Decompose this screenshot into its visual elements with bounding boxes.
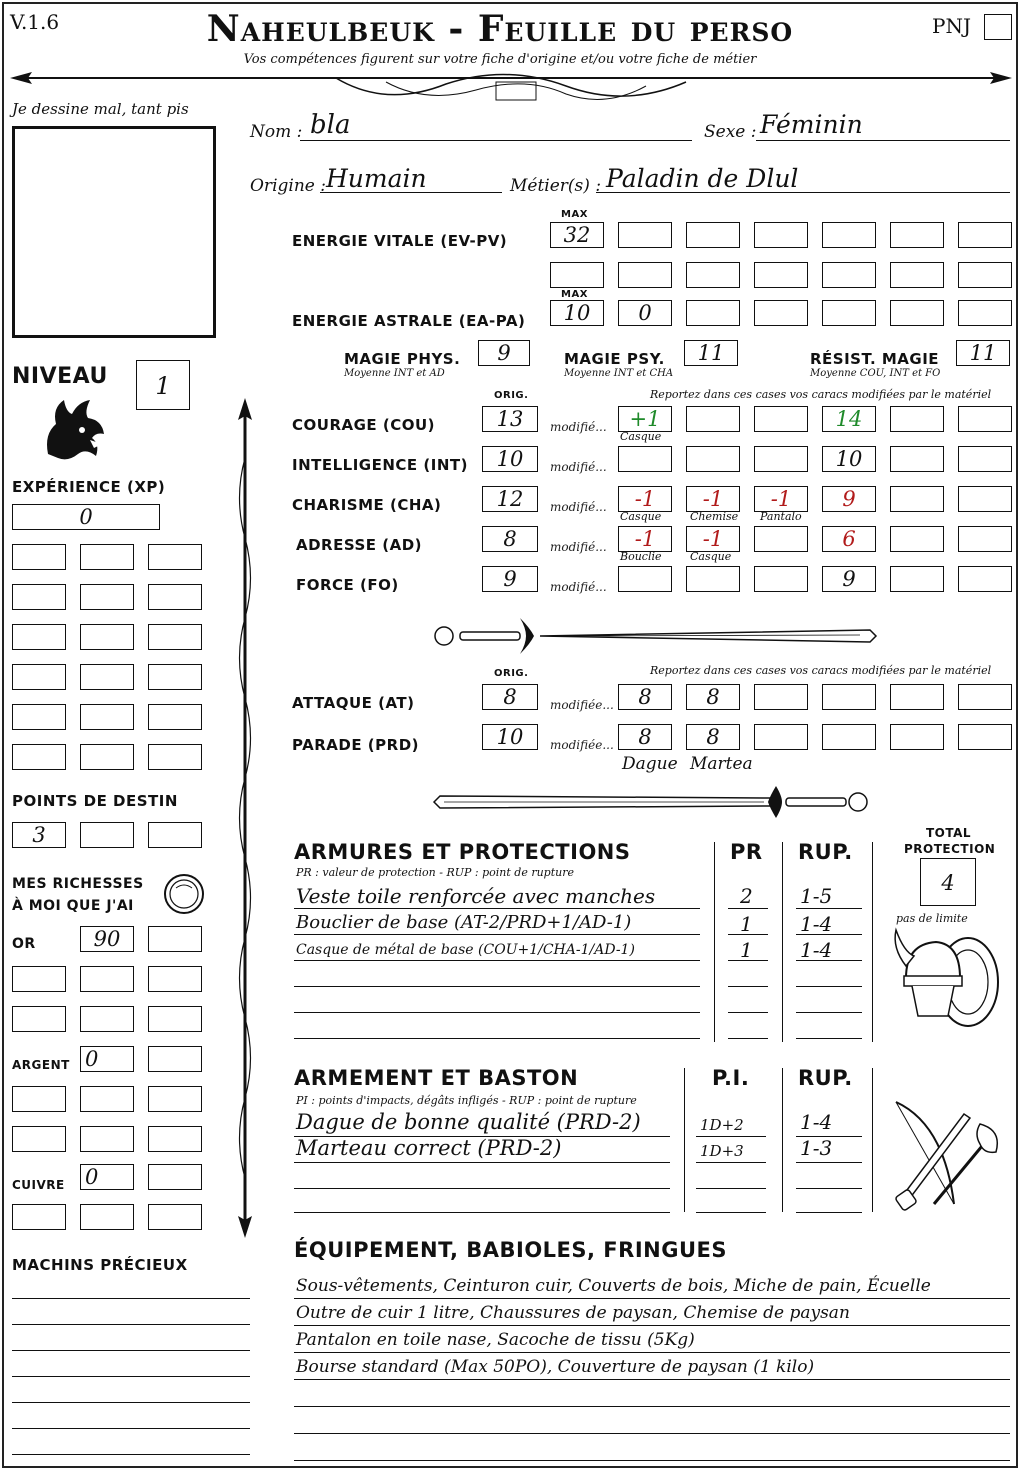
charisme-mod-1[interactable]: -1 xyxy=(618,486,672,512)
armement-line xyxy=(294,1162,670,1163)
total-protection-label-1: TOTAL xyxy=(926,826,972,840)
machins-line xyxy=(12,1428,250,1429)
weapon-tag: Martea xyxy=(690,754,753,774)
armure-line xyxy=(796,986,862,987)
richesses-label-1: MES RICHESSES xyxy=(12,876,144,892)
armures-note: PR : valeur de protection - RUP : point de rupture xyxy=(296,866,574,879)
armure-line xyxy=(728,908,768,909)
modifie-label: modifiée... xyxy=(550,738,614,752)
total-protection-note: pas de limite xyxy=(896,912,968,925)
courage-label: COURAGE (COU) xyxy=(292,416,436,434)
ea-max-box[interactable]: 10 xyxy=(550,300,604,326)
parade-mod[interactable] xyxy=(822,724,876,750)
modifie-label: modifié... xyxy=(550,460,607,474)
armement-line xyxy=(696,1188,766,1189)
equipement-item[interactable]: Bourse standard (Max 50PO), Couverture de paysan (1 kilo) xyxy=(296,1357,815,1377)
attaque-orig[interactable]: 8 xyxy=(482,684,538,710)
armure-line xyxy=(294,1038,700,1039)
ev-box[interactable] xyxy=(618,262,672,288)
xp-box[interactable] xyxy=(148,704,202,730)
armement-pi-header: P.I. xyxy=(712,1066,750,1090)
nom-value[interactable]: bla xyxy=(310,110,351,140)
parade-mod-1[interactable]: 8 xyxy=(618,724,672,750)
xp-box[interactable] xyxy=(80,704,134,730)
armure-line xyxy=(294,934,700,935)
adresse-mod[interactable] xyxy=(754,526,808,552)
xp-box[interactable] xyxy=(80,744,134,770)
machins-line xyxy=(12,1324,250,1325)
sheet-subtitle: Vos compétences figurent sur votre fiche d'origine et/ou votre fiche de métier xyxy=(243,52,757,67)
equipement-line xyxy=(294,1406,1010,1407)
sword-icon xyxy=(430,782,880,822)
parade-label: PARADE (PRD) xyxy=(292,736,420,754)
equipement-line xyxy=(294,1325,1010,1326)
attaque-mod[interactable] xyxy=(754,684,808,710)
adresse-mod-1-tag: Bouclie xyxy=(620,550,662,563)
argent-box[interactable] xyxy=(12,1126,66,1152)
machins-label: MACHINS PRÉCIEUX xyxy=(12,1256,188,1274)
force-mod[interactable] xyxy=(890,566,944,592)
pnj-label: PNJ xyxy=(932,14,971,38)
argent-label: ARGENT xyxy=(12,1058,70,1072)
equipement-title: ÉQUIPEMENT, BABIOLES, FRINGUES xyxy=(294,1238,727,1262)
pnj-checkbox[interactable] xyxy=(984,14,1012,40)
niveau-box[interactable]: 1 xyxy=(136,360,190,410)
xp-box[interactable] xyxy=(80,584,134,610)
machins-line xyxy=(12,1298,250,1299)
equipement-line xyxy=(294,1379,1010,1380)
armure-line xyxy=(294,960,700,961)
origine-line xyxy=(320,192,502,193)
ev-box[interactable] xyxy=(686,222,740,248)
xp-box[interactable] xyxy=(80,544,134,570)
parade-mod[interactable] xyxy=(754,724,808,750)
cuivre-label: CUIVRE xyxy=(12,1178,65,1192)
armures-divider xyxy=(782,842,783,1042)
armement-divider xyxy=(684,1068,685,1212)
or-box[interactable] xyxy=(148,966,202,992)
force-mod[interactable] xyxy=(686,566,740,592)
richesses-label-2: À MOI QUE J'AI xyxy=(12,898,134,914)
intelligence-orig[interactable]: 10 xyxy=(482,446,538,472)
armure-name[interactable]: Bouclier de base (AT-2/PRD+1/AD-1) xyxy=(296,912,632,933)
xp-box[interactable] xyxy=(80,624,134,650)
attaque-label: ATTAQUE (AT) xyxy=(292,694,415,712)
total-protection-label-2: PROTECTION xyxy=(904,842,996,856)
arme-pi[interactable]: 1D+3 xyxy=(700,1142,744,1160)
modifie-label: modifié... xyxy=(550,580,607,594)
resist-magie-note: Moyenne COU, INT et FO xyxy=(810,368,941,379)
argent-box[interactable] xyxy=(148,1046,202,1072)
sheet-title: Naheulbeuk - Feuille du perso xyxy=(206,8,794,50)
armure-line xyxy=(728,1012,768,1013)
helmet-shield-icon xyxy=(888,926,1004,1034)
intelligence-mod[interactable] xyxy=(890,446,944,472)
metier-label: Métier(s) : xyxy=(510,176,602,196)
armement-line xyxy=(294,1212,670,1213)
equipement-item[interactable]: Outre de cuir 1 litre, Chaussures de paysan, Chemise de paysan xyxy=(296,1303,850,1323)
origine-value[interactable]: Humain xyxy=(326,164,427,193)
charisme-mod-2[interactable]: -1 xyxy=(686,486,740,512)
intelligence-mod[interactable] xyxy=(618,446,672,472)
portrait-label: Je dessine mal, tant pis xyxy=(12,100,189,118)
armure-pr[interactable]: 1 xyxy=(740,912,753,936)
arme-name[interactable]: Dague de bonne qualité (PRD-2) xyxy=(296,1110,641,1134)
destin-box[interactable] xyxy=(148,822,202,848)
charisme-mod[interactable] xyxy=(890,486,944,512)
magie-phys-label: MAGIE PHYS. xyxy=(344,350,461,368)
courage-mod-1[interactable]: +1 xyxy=(618,406,672,432)
ev-box[interactable] xyxy=(550,262,604,288)
sexe-value[interactable]: Féminin xyxy=(760,110,863,139)
courage-orig[interactable]: 13 xyxy=(482,406,538,432)
adresse-orig[interactable]: 8 xyxy=(482,526,538,552)
armement-line xyxy=(796,1188,862,1189)
argent-box[interactable] xyxy=(148,1086,202,1112)
ea-box[interactable] xyxy=(754,300,808,326)
xp-box[interactable]: 0 xyxy=(12,504,160,530)
modifie-label: modifié... xyxy=(550,540,607,554)
ev-box[interactable] xyxy=(822,262,876,288)
armures-divider xyxy=(872,842,873,1042)
adresse-mod-1[interactable]: -1 xyxy=(618,526,672,552)
machins-line xyxy=(12,1376,250,1377)
ea-max-label: MAX xyxy=(561,289,588,300)
attaque-mod-1[interactable]: 8 xyxy=(618,684,672,710)
metier-value[interactable]: Paladin de Dlul xyxy=(606,164,799,193)
dragon-icon xyxy=(38,394,110,466)
armures-divider xyxy=(714,842,715,1042)
destin-label: POINTS DE DESTIN xyxy=(12,792,178,810)
equipement-line xyxy=(294,1433,1010,1434)
adresse-label: ADRESSE (AD) xyxy=(296,536,423,554)
cuivre-box[interactable] xyxy=(80,1204,134,1230)
version-label: V.1.6 xyxy=(10,10,60,34)
armure-line xyxy=(294,986,700,987)
cuivre-box[interactable]: 0 xyxy=(80,1164,134,1190)
armure-rup[interactable]: 1-4 xyxy=(800,938,833,962)
or-box[interactable] xyxy=(80,1006,134,1032)
parade-mod-2[interactable]: 8 xyxy=(686,724,740,750)
xp-box[interactable] xyxy=(148,664,202,690)
or-box[interactable] xyxy=(148,926,202,952)
total-protection-box[interactable]: 4 xyxy=(920,858,976,906)
charisme-mod-1-tag: Casque xyxy=(620,510,662,523)
attaque-mod[interactable] xyxy=(890,684,944,710)
ev-max-label: MAX xyxy=(561,209,588,220)
magie-phys-box[interactable]: 9 xyxy=(478,340,530,366)
ea-current-box[interactable]: 0 xyxy=(618,300,672,326)
sexe-label: Sexe : xyxy=(704,122,757,142)
charisme-mod-2-tag: Chemise xyxy=(690,510,739,523)
courage-final[interactable]: 14 xyxy=(822,406,876,432)
courage-mod[interactable] xyxy=(890,406,944,432)
ea-box[interactable] xyxy=(822,300,876,326)
arme-name[interactable]: Marteau correct (PRD-2) xyxy=(296,1136,562,1160)
intelligence-mod[interactable] xyxy=(686,446,740,472)
intelligence-mod[interactable] xyxy=(754,446,808,472)
argent-box[interactable] xyxy=(80,1126,134,1152)
magie-psy-box[interactable]: 11 xyxy=(684,340,738,366)
xp-label: EXPÉRIENCE (XP) xyxy=(12,478,166,496)
coin-icon xyxy=(162,872,206,916)
attaque-mod-2[interactable]: 8 xyxy=(686,684,740,710)
ev-label: ENERGIE VITALE (EV-PV) xyxy=(292,232,508,250)
or-box[interactable] xyxy=(12,966,66,992)
metier-line xyxy=(596,192,1010,193)
armure-line xyxy=(796,1038,862,1039)
xp-box[interactable] xyxy=(148,544,202,570)
or-box[interactable] xyxy=(12,1006,66,1032)
xp-box[interactable] xyxy=(148,584,202,610)
armure-line xyxy=(728,986,768,987)
ev-box[interactable] xyxy=(958,222,1012,248)
ev-box[interactable] xyxy=(958,262,1012,288)
resist-magie-label: RÉSIST. MAGIE xyxy=(810,350,940,368)
xp-box[interactable] xyxy=(12,664,66,690)
xp-box[interactable] xyxy=(12,584,66,610)
armure-line xyxy=(728,1038,768,1039)
equipement-line xyxy=(294,1460,1010,1461)
ev-box[interactable] xyxy=(686,262,740,288)
sword-icon xyxy=(430,614,880,658)
spear-icon xyxy=(230,398,260,1238)
modifie-label: modifiée... xyxy=(550,698,614,712)
charisme-mod-3[interactable]: -1 xyxy=(754,486,808,512)
argent-box[interactable] xyxy=(12,1086,66,1112)
charisme-final[interactable]: 9 xyxy=(822,486,876,512)
equipement-line xyxy=(294,1352,1010,1353)
force-mod[interactable] xyxy=(958,566,1012,592)
adresse-mod[interactable] xyxy=(890,526,944,552)
armure-name[interactable]: Veste toile renforcée avec manches xyxy=(296,884,656,908)
weapon-tag: Dague xyxy=(622,754,678,774)
parade-mod[interactable] xyxy=(890,724,944,750)
modifie-label: modifié... xyxy=(550,500,607,514)
intelligence-final[interactable]: 10 xyxy=(822,446,876,472)
xp-box[interactable] xyxy=(80,664,134,690)
attaque-mod[interactable] xyxy=(822,684,876,710)
armement-line xyxy=(796,1162,862,1163)
ev-box[interactable] xyxy=(890,222,944,248)
modifie-label: modifié... xyxy=(550,420,607,434)
xp-box[interactable] xyxy=(12,744,66,770)
parade-orig[interactable]: 10 xyxy=(482,724,538,750)
courage-mod[interactable] xyxy=(958,406,1012,432)
xp-box[interactable] xyxy=(12,544,66,570)
armement-line xyxy=(696,1136,766,1137)
portrait-box[interactable] xyxy=(12,126,216,338)
armure-line xyxy=(796,1012,862,1013)
machins-line xyxy=(12,1402,250,1403)
armure-line xyxy=(294,908,700,909)
ev-max-box[interactable]: 32 xyxy=(550,222,604,248)
xp-box[interactable] xyxy=(12,704,66,730)
force-orig[interactable]: 9 xyxy=(482,566,538,592)
force-label: FORCE (FO) xyxy=(296,576,399,594)
nom-label: Nom : xyxy=(250,122,303,142)
or-box[interactable] xyxy=(148,1006,202,1032)
courage-mod[interactable] xyxy=(686,406,740,432)
force-final[interactable]: 9 xyxy=(822,566,876,592)
orig-label: ORIG. xyxy=(494,390,529,401)
armement-line xyxy=(796,1212,862,1213)
arme-rup[interactable]: 1-3 xyxy=(800,1136,833,1160)
cuivre-box[interactable] xyxy=(12,1204,66,1230)
intelligence-mod[interactable] xyxy=(958,446,1012,472)
charisme-orig[interactable]: 12 xyxy=(482,486,538,512)
argent-box[interactable] xyxy=(148,1126,202,1152)
equipement-line xyxy=(294,1298,1010,1299)
origine-label: Origine : xyxy=(250,176,326,196)
armure-rup[interactable]: 1-5 xyxy=(800,884,833,908)
force-mod[interactable] xyxy=(754,566,808,592)
armure-name[interactable]: Casque de métal de base (COU+1/CHA-1/AD-1) xyxy=(296,942,635,958)
armement-line xyxy=(696,1162,766,1163)
armure-pr[interactable]: 2 xyxy=(740,884,753,908)
armures-pr-header: PR xyxy=(730,840,763,864)
ev-box[interactable] xyxy=(890,262,944,288)
combat-note: Reportez dans ces cases vos caracs modifiées par le matériel xyxy=(650,664,992,677)
ea-box[interactable] xyxy=(686,300,740,326)
magie-psy-note: Moyenne INT et CHA xyxy=(564,368,674,379)
or-label: OR xyxy=(12,936,36,952)
magie-phys-note: Moyenne INT et AD xyxy=(344,368,445,379)
adresse-final[interactable]: 6 xyxy=(822,526,876,552)
nom-line xyxy=(300,140,692,141)
armement-title: ARMEMENT ET BASTON xyxy=(294,1066,579,1090)
ev-box[interactable] xyxy=(754,222,808,248)
ea-box[interactable] xyxy=(958,300,1012,326)
machins-line xyxy=(12,1454,250,1455)
cuivre-box[interactable] xyxy=(148,1164,202,1190)
charisme-mod[interactable] xyxy=(958,486,1012,512)
parade-mod[interactable] xyxy=(958,724,1012,750)
xp-box[interactable] xyxy=(148,624,202,650)
ea-box[interactable] xyxy=(890,300,944,326)
force-mod[interactable] xyxy=(618,566,672,592)
sexe-line xyxy=(756,140,1010,141)
equipement-item[interactable]: Pantalon en toile nase, Sacoche de tissu (5Kg) xyxy=(296,1330,695,1350)
or-box[interactable]: 90 xyxy=(80,926,134,952)
ev-box[interactable] xyxy=(618,222,672,248)
armement-line xyxy=(696,1212,766,1213)
armures-rup-header: RUP. xyxy=(798,840,853,864)
armures-title: ARMURES ET PROTECTIONS xyxy=(294,840,631,864)
attaque-mod[interactable] xyxy=(958,684,1012,710)
courage-mod[interactable] xyxy=(754,406,808,432)
courage-mod-1-tag: Casque xyxy=(620,430,662,443)
charisme-mod-3-tag: Pantalo xyxy=(760,510,802,523)
adresse-mod-2[interactable]: -1 xyxy=(686,526,740,552)
armement-divider xyxy=(782,1068,783,1212)
ev-box[interactable] xyxy=(822,222,876,248)
niveau-label: NIVEAU xyxy=(12,364,108,389)
equipement-item[interactable]: Sous-vêtements, Ceinturon cuir, Couverts de bois, Miche de pain, Écuelle xyxy=(296,1276,931,1296)
ev-box[interactable] xyxy=(754,262,808,288)
destin-box[interactable]: 3 xyxy=(12,822,66,848)
armement-note: PI : points d'impacts, dégâts infligés - RUP : point de rupture xyxy=(296,1094,637,1107)
or-box[interactable] xyxy=(80,966,134,992)
armement-rup-header: RUP. xyxy=(798,1066,853,1090)
armement-line xyxy=(294,1188,670,1189)
cuivre-box[interactable] xyxy=(148,1204,202,1230)
intelligence-label: INTELLIGENCE (INT) xyxy=(292,456,468,474)
armure-pr[interactable]: 1 xyxy=(740,938,753,962)
xp-box[interactable] xyxy=(148,744,202,770)
resist-magie-box[interactable]: 11 xyxy=(956,340,1010,366)
argent-box[interactable]: 0 xyxy=(80,1046,134,1072)
armure-line xyxy=(796,908,862,909)
armure-rup[interactable]: 1-4 xyxy=(800,912,833,936)
charisme-label: CHARISME (CHA) xyxy=(292,496,442,514)
arme-pi[interactable]: 1D+2 xyxy=(700,1116,744,1134)
caracs-note: Reportez dans ces cases vos caracs modifiées par le matériel xyxy=(650,388,992,401)
weapons-icon xyxy=(884,1094,1004,1214)
argent-box[interactable] xyxy=(80,1086,134,1112)
arme-rup[interactable]: 1-4 xyxy=(800,1110,833,1134)
machins-line xyxy=(12,1350,250,1351)
adresse-mod[interactable] xyxy=(958,526,1012,552)
adresse-mod-2-tag: Casque xyxy=(690,550,732,563)
magie-psy-label: MAGIE PSY. xyxy=(564,350,665,368)
ea-label: ENERGIE ASTRALE (EA-PA) xyxy=(292,312,526,330)
xp-box[interactable] xyxy=(12,624,66,650)
armure-line xyxy=(294,1012,700,1013)
armement-divider xyxy=(872,1068,873,1212)
combat-orig-label: ORIG. xyxy=(494,668,529,679)
destin-box[interactable] xyxy=(80,822,134,848)
